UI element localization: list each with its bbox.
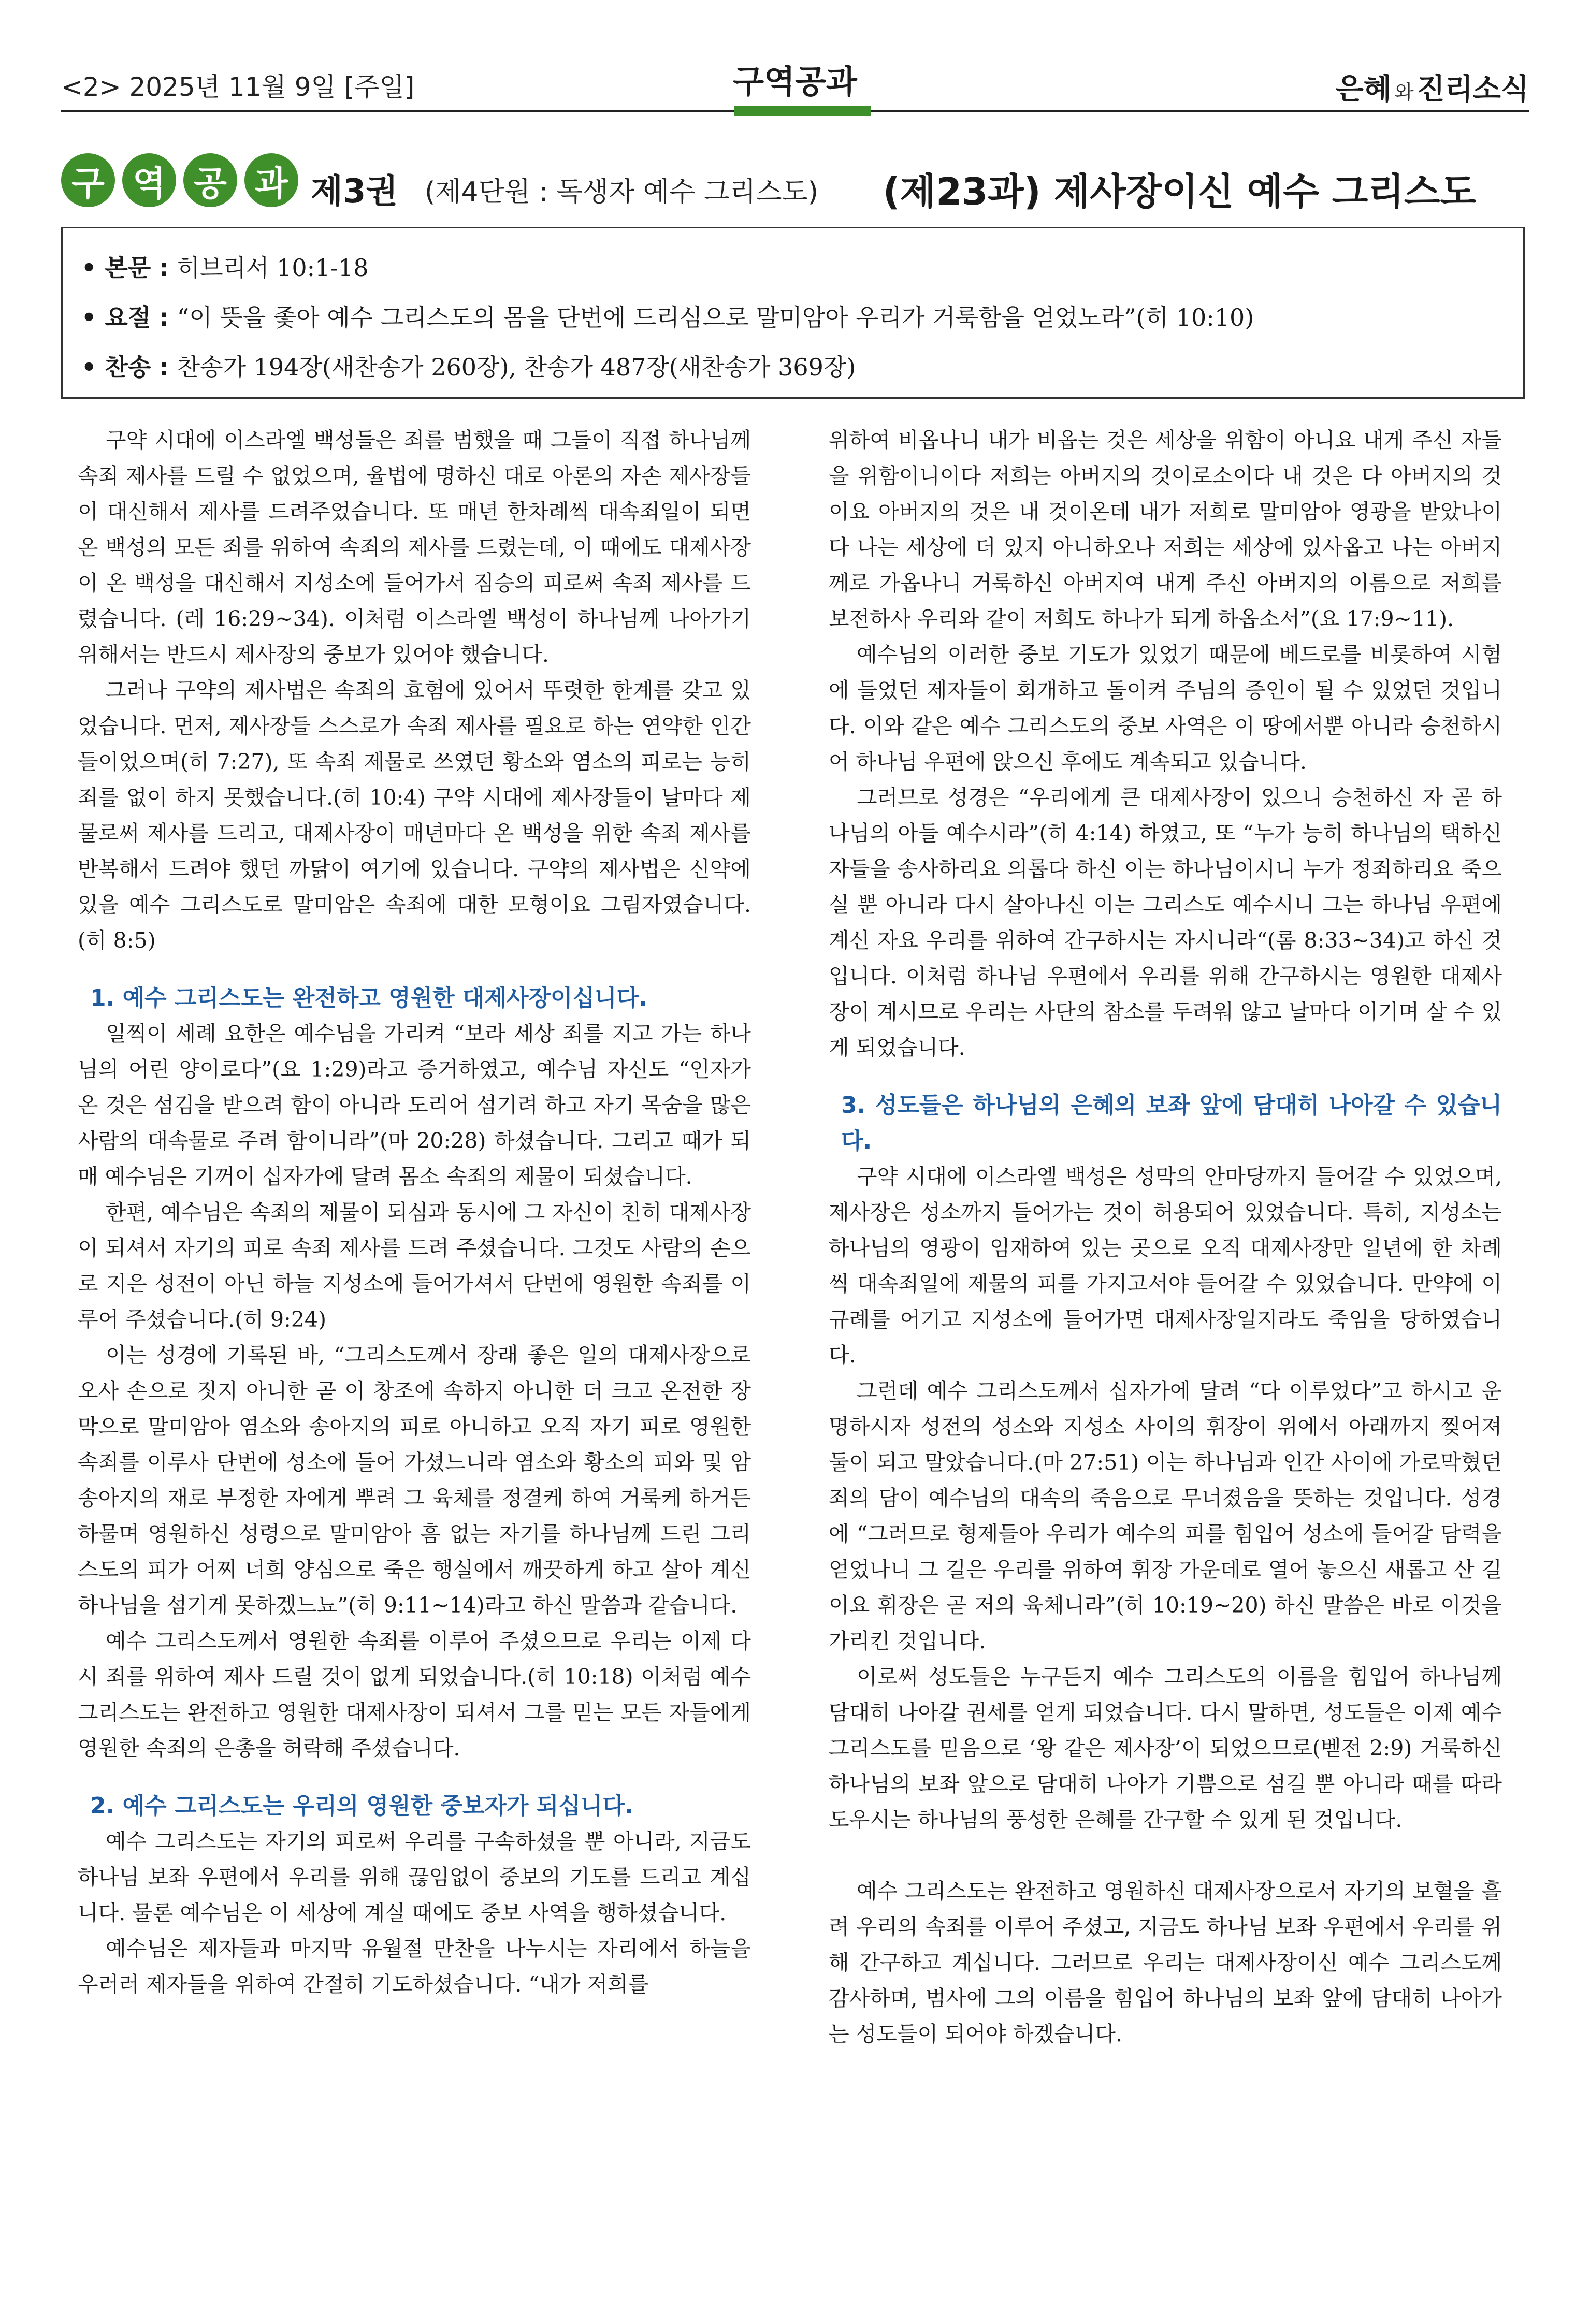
title-char: 역	[122, 153, 176, 207]
paragraph: 한편, 예수님은 속죄의 제물이 되심과 동시에 그 자신이 친히 대제사장이 되셔서 자기의 피로 속죄 제사를 드려 주셨습니다. 그것도 사람의 손으로 지은 성전이 아닌 하늘 지성소에 들어가셔서 단번에 영원한 속죄를 이루어 주셨습니다.(히 9:24)	[78, 1200, 751, 1332]
paragraph: 구약 시대에 이스라엘 백성들은 죄를 범했을 때 그들이 직접 하나님께 속죄 제사를 드릴 수 없었으며, 율법에 명하신 대로 아론의 자손 제사장들이 대신해서 제사를 드려주었습니다. 또 매년 한차례씩 대속죄일이 되면 온 백성의 모든 죄를 위하여 속죄의 제사를 드렸는데, 이 때에도 대제사장이 온 백성을 대신해서 지성소에 들어가서 짐승의 피로써 속죄 제사를 드렸습니다. (레 16:29~34). 이처럼 이스라엘 백성이 하나님께 나아가기 위해서는 반드시 제사장의 중보가 있어야 했습니다.	[78, 428, 751, 667]
paragraph: 예수님의 이러한 중보 기도가 있었기 때문에 베드로를 비롯하여 시험에 들었던 제자들이 회개하고 돌이켜 주님의 증인이 될 수 있었던 것입니다. 이와 같은 예수 그리스도의 중보 사역은 이 땅에서뿐 아니라 승천하시어 하나님 우편에 앉으신 후에도 계속되고 있습니다.	[829, 642, 1502, 774]
publication-name-b: 진리소식	[1416, 72, 1529, 106]
summary-verse-row: • 요절 : “이 뜻을 좇아 예수 그리스도의 몸을 단번에 드리심으로 말미암아 우리가 거룩함을 얻었노라”(히 10:10)	[81, 303, 1254, 331]
paragraph: 예수 그리스도께서 영원한 속죄를 이루어 주셨으므로 우리는 이제 다시 죄를 위하여 제사 드릴 것이 없게 되었습니다.(히 10:18) 이처럼 예수 그리스도는 완전하고 영원한 대제사장이 되셔서 그를 믿는 모든 자들에게 영원한 속죄의 은총을 허락해 주셨습니다.	[78, 1629, 751, 1761]
lesson-title: (제23과) 제사장이신 예수 그리스도	[883, 170, 1476, 213]
summary-verse-value: “이 뜻을 좇아 예수 그리스도의 몸을 단번에 드리심으로 말미암아 우리가 거룩함을 얻었노라”(히 10:10)	[177, 303, 1254, 331]
publication-name-connector: 와	[1394, 81, 1414, 104]
scripture-value: 히브리서 10:1-18	[177, 254, 369, 282]
section-title: 구역공과	[733, 63, 857, 100]
right-column	[829, 423, 1502, 2052]
title-char: 공	[183, 153, 237, 207]
paragraph: 일찍이 세례 요한은 예수님을 가리켜 “보라 세상 죄를 지고 가는 하나님의 어린 양이로다”(요 1:29)라고 증거하였고, 예수님 자신도 “인자가 온 것은 섬김을 받으려 함이 아니라 도리어 섬기려 하고 자기 목숨을 많은 사람의 대속물로 주려 함이니라”(마 20:28) 하셨습니다. 그리고 때가 되매 예수님은 기꺼이 십자가에 달려 몸소 속죄의 제물이 되셨습니다.	[78, 1021, 751, 1189]
paragraph: 이로써 성도들은 누구든지 예수 그리스도의 이름을 힘입어 하나님께 담대히 나아갈 권세를 얻게 되었습니다. 다시 말하면, 성도들은 이제 예수 그리스도를 믿음으로 ‘왕 같은 제사장’이 되었으므로(벧전 2:9) 거룩하신 하나님의 보좌 앞으로 담대히 나아가 기쁨으로 섬길 뿐 아니라 때를 따라 도우시는 하나님의 풍성한 은혜를 간구할 수 있게 된 것입니다.	[829, 1664, 1502, 1832]
section-heading-2: 2. 예수 그리스도는 우리의 영원한 중보자가 되십니다.	[90, 1793, 633, 1819]
paragraph: 이는 성경에 기록된 바, “그리스도께서 장래 좋은 일의 대제사장으로 오사 손으로 짓지 아니한 곧 이 창조에 속하지 아니한 더 크고 온전한 장막으로 말미암아 염소와 송아지의 피로 아니하고 오직 자기 피로 영원한 속죄를 이루사 단번에 성소에 들어 가셨느니라 염소와 황소의 피와 및 암송아지의 재로 부정한 자에게 뿌려 그 육체를 정결케 하여 거룩케 하거든 하물며 영원하신 성령으로 말미암아 흠 없는 자기를 하나님께 드린 그리스도의 피가 어찌 너희 양심으로 죽은 행실에서 깨끗하게 하고 살아 계신 하나님을 섬기게 못하겠느뇨”(히 9:11~14)라고 하신 말씀과 같습니다.	[78, 1343, 751, 1618]
title-char: 구	[61, 153, 115, 207]
left-column	[78, 423, 751, 2002]
paragraph: 위하여 비옵나니 내가 비옵는 것은 세상을 위함이 아니요 내게 주신 자들을 위함이니이다 저희는 아버지의 것이로소이다 내 것은 다 아버지의 것이요 아버지의 것은 내 것이온데 내가 저희로 말미암아 영광을 받았나이다 나는 세상에 더 있지 아니하오나 저희는 세상에 있사옵고 나는 아버지께로 가옵나니 거룩하신 아버지여 내게 주신 아버지의 이름으로 저희를 보전하사 우리와 같이 저희도 하나가 되게 하옵소서”(요 17:9~11).	[829, 428, 1502, 631]
section-heading-1: 1. 예수 그리스도는 완전하고 영원한 대제사장이십니다.	[90, 985, 647, 1011]
hymn-value: 찬송가 194장(새찬송가 260장), 찬송가 487장(새찬송가 369장)	[177, 353, 856, 381]
hymn-row: • 찬송 : 찬송가 194장(새찬송가 260장), 찬송가 487장(새찬송가 369장)	[81, 353, 856, 381]
paragraph: 구약 시대에 이스라엘 백성은 성막의 안마당까지 들어갈 수 있었으며, 제사장은 성소까지 들어가는 것이 허용되어 있었습니다. 특히, 지성소는 하나님의 영광이 임재하여 있는 곳으로 오직 대제사장만 일년에 한 차례씩 대속죄일에 제물의 피를 가지고서야 들어갈 수 있었습니다. 만약에 이 규례를 어기고 지성소에 들어가면 대제사장일지라도 죽임을 당하였습니다.	[829, 1164, 1502, 1368]
section-heading-3: 3. 성도들은 하나님의 은혜의 보좌 앞에 담대히 나아갈 수 있습니다.	[841, 1092, 1502, 1154]
paragraph: 예수 그리스도는 자기의 피로써 우리를 구속하셨을 뿐 아니라, 지금도 하나님 보좌 우편에서 우리를 위해 끊임없이 중보의 기도를 드리고 계십니다. 물론 예수님은 이 세상에 계실 때에도 중보 사역을 행하셨습니다.	[78, 1829, 751, 1925]
unit-label: (제4단원 : 독생자 예수 그리스도)	[425, 177, 819, 208]
paragraph: 그러므로 성경은 “우리에게 큰 대제사장이 있으니 승천하신 자 곧 하나님의 아들 예수시라”(히 4:14) 하였고, 또 “누가 능히 하나님의 택하신 자들을 송사하리요 의롭다 하신 이는 하나님이시니 누가 정죄하리요 죽으실 뿐 아니라 다시 살아나신 이는 그리스도 예수시니 그는 하나님 우편에 계신 자요 우리를 위하여 간구하시는 자시니라“(롬 8:33~34)고 하신 것입니다. 이처럼 하나님 우편에서 우리를 위해 간구하시는 영원한 대제사장이 계시므로 우리는 사단의 참소를 두려워 않고 날마다 이기며 살 수 있게 되었습니다.	[829, 785, 1502, 1060]
page-number-date: <2> 2025년 11월 9일 [주일]	[61, 72, 415, 102]
publication-name	[1336, 66, 1529, 108]
paragraph: 그런데 예수 그리스도께서 십자가에 달려 “다 이루었다”고 하시고 운명하시자 성전의 성소와 지성소 사이의 휘장이 위에서 아래까지 찢어져 둘이 되고 말았습니다.(마 27:51) 이는 하나님과 인간 사이에 가로막혔던 죄의 담이 예수님의 대속의 죽음으로 무너졌음을 뜻하는 것입니다. 성경에 “그러므로 형제들아 우리가 예수의 피를 힘입어 성소에 들어갈 담력을 얻었나니 그 길은 우리를 위하여 휘장 가운데로 열어 놓으신 새롭고 산 길이요 휘장은 곧 저의 육체니라”(히 10:19~20) 하신 말씀은 바로 이것을 가리킨 것입니다.	[829, 1378, 1502, 1653]
hymn-label: 찬송	[105, 353, 151, 381]
header-accent-bar	[734, 106, 871, 116]
paragraph: 그러나 구약의 제사법은 속죄의 효험에 있어서 뚜렷한 한계를 갖고 있었습니다. 먼저, 제사장들 스스로가 속죄 제사를 필요로 하는 연약한 인간들이었으며(히 7:27), 또 속죄 제물로 쓰였던 황소와 염소의 피로는 능히 죄를 없이 하지 못했습니다.(히 10:4) 구약 시대에 제사장들이 날마다 제물로써 제사를 드리고, 대제사장이 매년마다 온 백성을 위한 속죄 제사를 반복해서 드려야 했던 까닭이 여기에 있습니다. 구약의 제사법은 신약에 있을 예수 그리스도로 말미암은 속죄에 대한 모형이요 그림자였습니다.(히 8:5)	[78, 678, 751, 953]
title-badge	[61, 153, 298, 207]
summary-verse-label: 요절	[105, 303, 151, 331]
paragraph: 예수님은 제자들과 마지막 유월절 만찬을 나누시는 자리에서 하늘을 우러러 제자들을 위하여 간절히 기도하셨습니다. “내가 저희를	[78, 1936, 751, 1997]
info-box	[61, 227, 1525, 399]
scripture-row: • 본문 : 히브리서 10:1-18	[81, 254, 369, 282]
title-char: 과	[244, 153, 298, 207]
scripture-label: 본문	[105, 254, 151, 282]
publication-name-a: 은혜	[1335, 72, 1392, 106]
spacer	[829, 1838, 1502, 1873]
conclusion-paragraph: 예수 그리스도는 완전하고 영원하신 대제사장으로서 자기의 보혈을 흘려 우리의 속죄를 이루어 주셨고, 지금도 하나님 보좌 우편에서 우리를 위해 간구하고 계십니다. 그러므로 우리는 대제사장이신 예수 그리스도께 감사하며, 범사에 그의 이름을 힘입어 하나님의 보좌 앞에 담대히 나아가는 성도들이 되어야 하겠습니다.	[829, 1879, 1502, 2046]
volume-label: 제3권	[311, 172, 398, 211]
